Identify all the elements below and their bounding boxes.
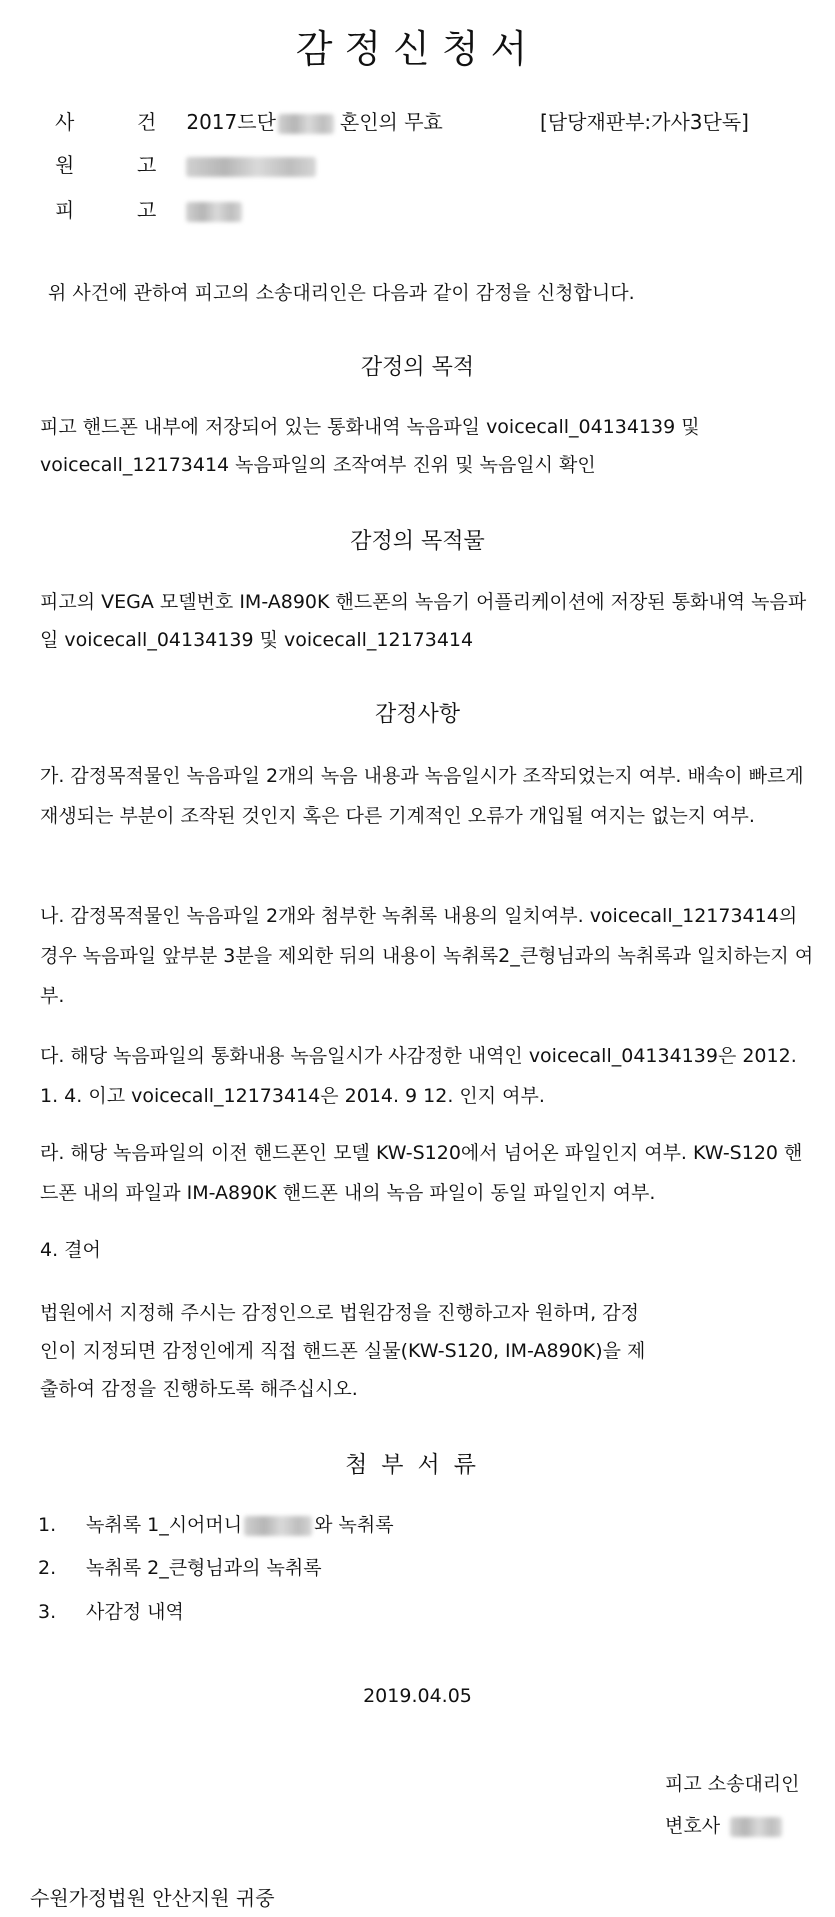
- intro-paragraph: 위 사건에 관하여 피고의 소송대리인은 다음과 같이 감정을 신청합니다.: [48, 282, 635, 304]
- signature-role: 피고 소송대리인: [665, 1773, 800, 1795]
- matters-heading: 감정사항: [374, 702, 460, 727]
- plaintiff-label-char-1: 원: [55, 153, 75, 177]
- document-title: 감정신청서: [295, 27, 540, 71]
- redacted-mother-in-law-name: [244, 1516, 312, 1536]
- court-division-note: [담당재판부:가사3단독]: [540, 110, 749, 134]
- plaintiff-label: [55, 150, 180, 180]
- conclusion-line-3: 출하여 감정을 진행하도록 해주십시오.: [40, 1378, 358, 1400]
- defendant-label-char-2: 고: [137, 198, 157, 222]
- attachment-text: 녹취록 2_큰형님과의 녹취록: [86, 1557, 322, 1579]
- attachment-text: 녹취록 1_시어머니: [86, 1514, 243, 1536]
- attachment-text-suffix: 와 녹취록: [314, 1514, 394, 1536]
- redacted-defendant-name: [186, 202, 242, 222]
- defendant-label: [55, 195, 180, 225]
- matter-item-ga: 가. 감정목적물인 녹음파일 2개의 녹음 내용과 녹음일시가 조작되었는지 여부. 배속이 빠르게 재생되는 부분이 조작된 것인지 혹은 다른 기계적인 오류가 개입될 여지는 없는지 여부.: [40, 765, 804, 827]
- redacted-attorney-name: [730, 1817, 782, 1837]
- conclusion-heading: 4. 결어: [40, 1239, 101, 1261]
- attachments-heading: 첨부서류: [345, 1452, 490, 1478]
- attachment-number: 1.: [38, 1514, 57, 1536]
- attachment-text: 사감정 내역: [86, 1601, 184, 1623]
- case-value: [186, 107, 443, 137]
- object-text: 피고의 VEGA 모델번호 IM-A890K 핸드폰의 녹음기 어플리케이션에 저장된 통화내역 녹음파일 voicecall_04134139 및 voicecall_12173414: [40, 591, 807, 651]
- attachment-number: 3.: [38, 1601, 57, 1623]
- attachment-item-2: [38, 1553, 322, 1583]
- conclusion-line-2: 인이 지정되면 감정인에게 직접 핸드폰 실물(KW-S120, IM-A890K)을 제: [40, 1340, 646, 1362]
- purpose-text: 피고 핸드폰 내부에 저장되어 있는 통화내역 녹음파일 voicecall_04134139 및 voicecall_12173414 녹음파일의 조작여부 진위 및 녹음일시 확인: [40, 416, 700, 476]
- attorney-title: 변호사: [665, 1815, 721, 1837]
- signature-attorney: [665, 1811, 782, 1838]
- matter-item-da: 다. 해당 녹음파일의 통화내용 녹음일시가 사감정한 내역인 voicecall_04134139은 2012. 1. 4. 이고 voicecall_12173414은 2014. 9 12. 인지 여부.: [40, 1045, 797, 1107]
- matter-item-ra: 라. 해당 녹음파일의 이전 핸드폰인 모델 KW-S120에서 넘어온 파일인지 여부. KW-S120 핸드폰 내의 파일과 IM-A890K 핸드폰 내의 녹음 파일이 동일 파일인지 여부.: [40, 1142, 803, 1204]
- defendant-row: [55, 195, 242, 225]
- redacted-case-number: [278, 114, 334, 134]
- plaintiff-label-char-2: 고: [137, 153, 157, 177]
- case-label-char-2: 건: [137, 110, 157, 134]
- attachment-item-1: [38, 1510, 394, 1540]
- purpose-heading: 감정의 목적: [360, 355, 475, 380]
- case-name: 혼인의 무효: [339, 110, 443, 134]
- defendant-label-char-1: 피: [55, 198, 75, 222]
- redacted-plaintiff-name: [186, 157, 316, 177]
- attachment-number: 2.: [38, 1557, 57, 1579]
- court-addressee: 수원가정법원 안산지원 귀중: [30, 1886, 275, 1910]
- conclusion-line-1: 법원에서 지정해 주시는 감정인으로 법원감정을 진행하고자 원하며, 감정: [40, 1302, 639, 1324]
- plaintiff-row: [55, 150, 316, 180]
- filing-date: 2019.04.05: [363, 1685, 472, 1707]
- object-heading: 감정의 목적물: [350, 529, 485, 554]
- case-label-char-1: 사: [55, 110, 75, 134]
- case-label: [55, 107, 180, 137]
- matter-item-na: 나. 감정목적물인 녹음파일 2개와 첨부한 녹취록 내용의 일치여부. voicecall_12173414의 경우 녹음파일 앞부분 3분을 제외한 뒤의 내용이 녹취록2_큰형님과의 녹취록과 일치하는지 여부.: [40, 905, 814, 1007]
- attachment-item-3: [38, 1597, 184, 1627]
- case-number-prefix: 2017드단: [186, 110, 276, 134]
- case-row: [55, 107, 443, 137]
